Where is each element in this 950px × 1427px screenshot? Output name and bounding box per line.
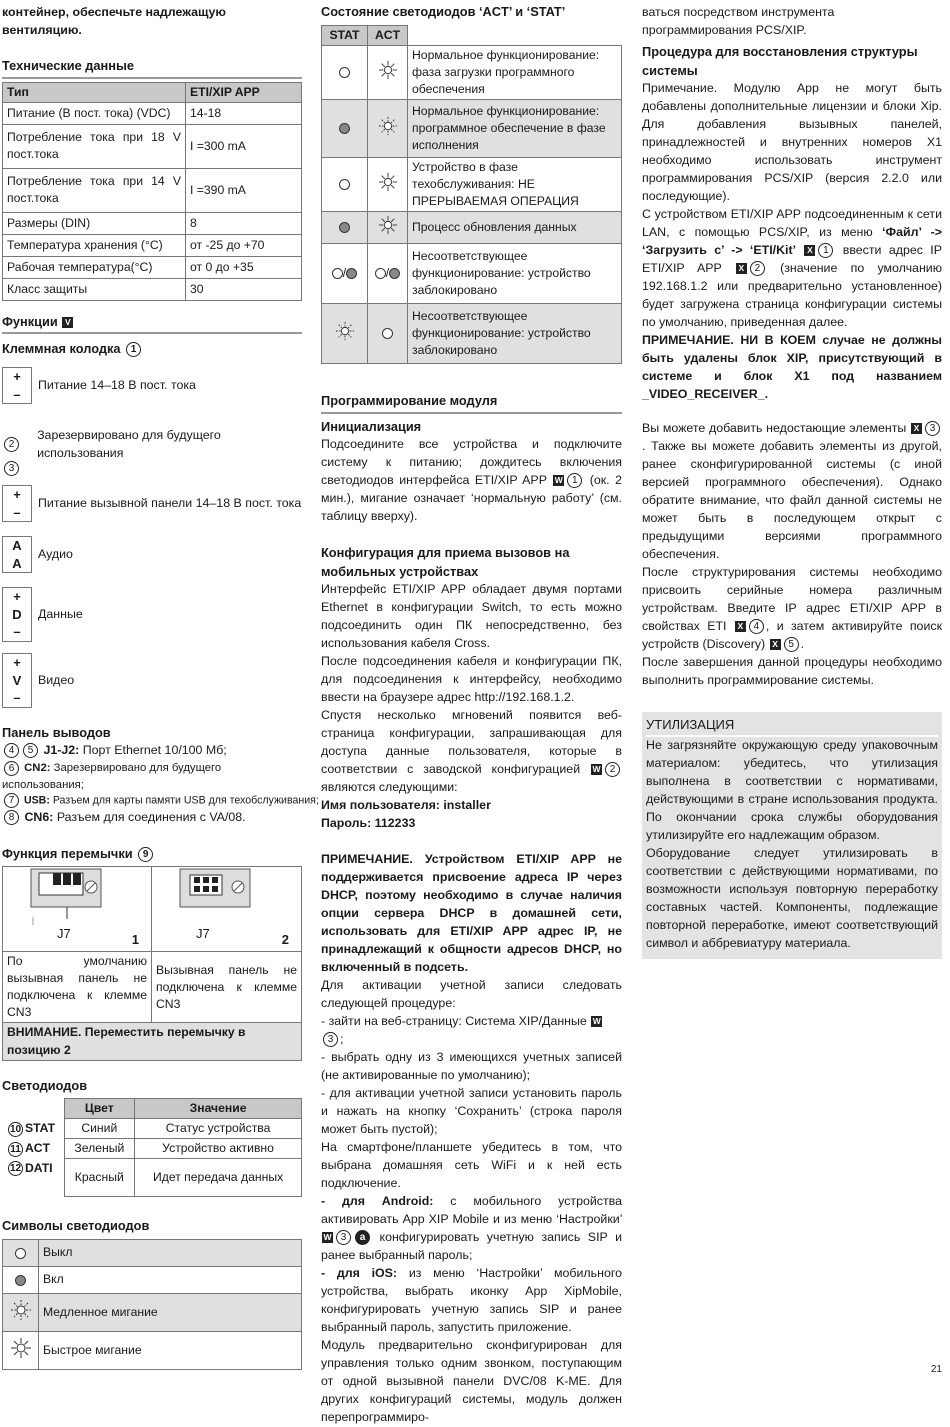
terminal-label: Видео xyxy=(38,672,75,687)
led-off-icon xyxy=(382,328,393,339)
stat-cell xyxy=(322,212,368,244)
led-off-icon xyxy=(339,179,350,190)
terminal-pin-num xyxy=(2,436,31,454)
output-key: J1-J2: xyxy=(43,743,80,758)
led-off-icon xyxy=(15,1248,26,1259)
pin: + xyxy=(13,589,21,605)
figure-w-icon: W xyxy=(554,475,563,486)
activate-paragraph: Для активации учетной записи следовать следующей процедуре: xyxy=(321,977,622,1010)
jumper-pos2-drawing xyxy=(152,867,300,927)
act-cell xyxy=(368,157,408,211)
terminal-row xyxy=(2,480,302,528)
functions-title-text: Функции xyxy=(2,313,58,329)
jumper-position-num: 1 xyxy=(131,932,139,948)
state-description: Несоответствующее функционирование: устройство заблокировано xyxy=(408,304,622,364)
jumper-title-text: Функция перемычки xyxy=(2,845,133,861)
callout-7-icon: 7 xyxy=(4,793,19,808)
stat-cell xyxy=(322,157,368,211)
fast-blink-icon xyxy=(10,1337,32,1359)
terminal-pins xyxy=(2,536,32,573)
output-item xyxy=(2,793,319,809)
p2-text-c: (значение по умолчанию 192.168.1.2 или предварительно установленное) будет загружена страница конфигурации системы по умолчанию, приведенная далее. xyxy=(642,260,942,329)
symbol-label: Быстрое мигание xyxy=(39,1331,302,1369)
terminal-label: Данные xyxy=(38,606,83,621)
terminal-pins xyxy=(2,485,32,522)
led-color: Синий xyxy=(64,1119,135,1139)
terminal-row xyxy=(2,584,302,646)
terminal-row xyxy=(2,650,302,712)
stat-cell xyxy=(322,99,368,157)
symbol-icon-cell xyxy=(3,1331,39,1369)
tech-cell: 8 xyxy=(186,212,302,234)
callout-4-icon: 4 xyxy=(749,619,764,634)
jumper-warning: ВНИМАНИЕ. Переместить перемычку в позицию 2 xyxy=(3,1023,302,1060)
jumper-position-num: 2 xyxy=(281,932,289,948)
callout-12-icon: 12 xyxy=(9,1163,22,1175)
terminal-row xyxy=(2,427,302,460)
state-description: Нормальное функционирование: фаза загрузки программного обеспечения xyxy=(408,45,622,99)
terminal-row xyxy=(2,362,302,410)
terminal-title-text: Клеммная колодка xyxy=(2,341,121,357)
mobile-text-a: Спустя несколько мгновений появится веб-страница конфигурации, запрашивающая для доступа данные пользователя, которые в соответствии с заводской конфигурацией xyxy=(321,708,622,777)
module-paragraph: Модуль предварительно сконфигурирован для управления только одним звонком, поступающим от одной вызывной панели DVC/08 K-ME. Для других конфигураций системы, модуль должен перепрограммиро- xyxy=(321,1337,622,1424)
symbol-label: Выкл xyxy=(39,1239,302,1266)
pin: D xyxy=(12,606,22,622)
leds-header-blank xyxy=(2,1099,64,1119)
final-paragraph: После завершения данной процедуры необходимо выполнить программирование системы. xyxy=(642,654,942,687)
figure-v-icon: V xyxy=(62,317,73,328)
pin: – xyxy=(13,624,21,640)
column-middle xyxy=(321,4,622,1427)
pin: + xyxy=(13,655,21,671)
restore-title: Процедура для восстановления структуры системы xyxy=(642,43,918,78)
ios-key: - для iOS: xyxy=(321,1265,398,1280)
tech-cell: 14-18 xyxy=(186,102,302,124)
pin: – xyxy=(13,386,21,402)
act-cell: / xyxy=(368,244,408,304)
output-text: Разъем для карты памяти USB для техобслуживания; xyxy=(52,794,319,807)
jumper-diagram-2 xyxy=(152,867,302,952)
terminal-label: Питание 14–18 В пост. тока xyxy=(38,377,196,392)
tech-header-type: Тип xyxy=(3,82,186,102)
terminal-pin-num xyxy=(2,460,32,478)
led-on-icon xyxy=(339,222,350,233)
led-off-icon xyxy=(339,67,350,78)
symbol-icon-cell xyxy=(3,1239,39,1266)
output-key: CN6: xyxy=(24,809,54,824)
tech-cell: I =300 mA xyxy=(186,124,302,168)
step-1-text: - зайти на веб-страницу: Система XIP/Данные xyxy=(321,1013,587,1028)
terminal-pins xyxy=(2,653,32,708)
tech-cell: Класс защиты xyxy=(3,278,186,300)
state-header-blank xyxy=(408,25,622,45)
mobile-title: Конфигурация для приема вызовов на мобильных устройствах xyxy=(321,545,570,579)
jumper-text: Вызывная панель не подключена к клемме CN3 xyxy=(152,952,302,1023)
symbol-icon-cell xyxy=(3,1293,39,1331)
disposal-paragraph: Оборудование следует утилизировать в соответствии с действующими нормативами, по возможности используя повторную переработку составных частей. Компоненты, подлежащие повторной переработке, имеют соответствующий символ и аббревиатуру материала. xyxy=(646,846,938,951)
terminal-label: Зарезервировано для будущего использования xyxy=(37,427,221,460)
ios-paragraph xyxy=(321,1265,622,1337)
xip-note: ПРИМЕЧАНИЕ. НИ В КОЕМ случае не должны быть удалены блок XIP, присутствующий в системе и блок X1 под названием _VIDEO_RECEIVER_. xyxy=(642,332,942,401)
fast-blink-icon xyxy=(378,60,398,80)
pin: A xyxy=(12,538,22,554)
slow-blink-icon xyxy=(378,116,398,136)
symbols-table xyxy=(2,1239,302,1370)
tech-cell: от 0 до +35 xyxy=(186,256,302,278)
callout-4-icon: 4 xyxy=(4,743,19,758)
callout-3-icon: 3 xyxy=(336,1230,351,1245)
jumper-diagram-1 xyxy=(3,867,152,952)
led-on-icon xyxy=(15,1275,26,1286)
terminal-label: Питание вызывной панели 14–18 В пост. тока xyxy=(38,495,302,510)
p4-text-c: . xyxy=(800,636,805,651)
p2-text-a: С устройством ETI/XIP APP подсоединенным к сети LAN, с помощью PCS/XIP, из меню xyxy=(642,206,942,239)
init-title: Инициализация xyxy=(321,418,422,434)
tech-cell: Потребление тока при 14 V пост.тока xyxy=(3,168,186,212)
led-meaning: Статус устройства xyxy=(135,1119,302,1139)
figure-x-icon: X xyxy=(736,263,747,274)
android-text-b: конфигурировать учетную запись SIP и ранее выбранный пароль; xyxy=(321,1229,622,1262)
callout-2-icon: 2 xyxy=(605,762,620,777)
callout-6-icon: 6 xyxy=(4,761,19,776)
state-header-stat: STAT xyxy=(322,25,368,45)
leds-header-color: Цвет xyxy=(64,1099,135,1119)
fast-blink-icon xyxy=(378,172,398,192)
led-name-cell xyxy=(2,1119,64,1139)
tech-cell: Размеры (DIN) xyxy=(3,212,186,234)
terminal-label: Аудио xyxy=(38,546,73,561)
figure-w-icon: W xyxy=(323,1231,332,1242)
tech-cell: 30 xyxy=(186,278,302,300)
ios-text: из меню ‘Настройки’ мобильного устройства, выбрать иконку App XipMobile, конфигурировать учетную запись SIP и ранее выбранный пароль, запустить приложение. xyxy=(321,1265,622,1334)
android-text-a: с мобильного устройства активировать App XIP Mobile и из меню ‘Настройки’ xyxy=(321,1193,622,1226)
disposal-paragraph: Не загрязняйте окружающую среду упаковочным материалом: убедитесь, что утилизация выполнена в соответствии с нормативами, действующими в стране использования продукта. По окончании срока службы оборудования утилизируйте его надлежащим образом. xyxy=(646,738,938,843)
pin: – xyxy=(13,690,21,706)
leds-table xyxy=(2,1098,302,1197)
output-key: CN2: xyxy=(24,762,51,775)
output-text: Зарезервировано для будущего использования; xyxy=(2,762,222,791)
disposal-title: УТИЛИЗАЦИЯ xyxy=(646,716,938,738)
tech-header-model: ETI/XIP APP xyxy=(186,82,302,102)
init-text-b: (ок. 2 мин.), мигание означает ‘нормальную работу’ (см. таблицу вверху). xyxy=(321,473,622,524)
restore-paragraph-2 xyxy=(642,206,942,332)
led-name-cell xyxy=(2,1139,64,1159)
callout-8-icon: 8 xyxy=(4,810,19,825)
state-description: Устройство в фазе техобслуживания: НЕ ПРЕРЫВАЕМАЯ ОПЕРАЦИЯ xyxy=(408,157,622,211)
pin: V xyxy=(12,672,22,688)
led-state-table xyxy=(321,25,622,365)
p4-text-b: , и затем активируйте поиск устройств (Discovery) xyxy=(642,618,942,651)
terminal-pins xyxy=(2,367,32,404)
init-text-a: Подсоедините все устройства и подключите систему к питанию; дождитесь включения светодиодов интерфейса ETI/XIP APP xyxy=(321,437,622,488)
slow-blink-icon xyxy=(335,321,355,341)
output-text: Разъем для соединения с VA/08. xyxy=(56,809,246,824)
figure-w-icon: W xyxy=(592,1016,601,1027)
mobile-paragraph: После подсоединения кабеля и конфигурации ПК, для подсоединения к интерфейсу, необходимо ввести на браузере адрес http://192.168.1.2. xyxy=(321,654,622,705)
jumper-pos1-drawing xyxy=(3,867,151,927)
symbol-icon-cell xyxy=(3,1266,39,1293)
tech-cell: Потребление тока при 18 V пост.тока xyxy=(3,124,186,168)
led-on-icon xyxy=(339,123,350,134)
callout-10-icon: 10 xyxy=(9,1123,22,1135)
mobile-paragraph: Интерфейс ETI/XIP APP обладает двумя портами Ethernet в конфигурации Switch, то есть можно подсоединить один ПК непосредственно, без использования кабеля Cross. xyxy=(321,582,622,651)
led-name: STAT xyxy=(25,1121,56,1136)
slow-blink-icon xyxy=(10,1299,32,1321)
leds-header-value: Значение xyxy=(135,1099,302,1119)
led-off-icon xyxy=(375,268,386,279)
output-item xyxy=(2,809,302,827)
symbols-title: Символы светодиодов xyxy=(2,1218,150,1234)
output-item xyxy=(2,760,302,793)
led-off-icon xyxy=(332,268,343,279)
led-meaning: Устройство активно xyxy=(135,1139,302,1159)
callout-1-icon: 1 xyxy=(818,243,833,258)
callout-a-icon: a xyxy=(355,1230,370,1245)
state-description: Процесс обновления данных xyxy=(408,212,622,244)
callout-5-icon: 5 xyxy=(23,743,38,758)
outputs-title: Панель выводов xyxy=(2,724,111,740)
terminal-block xyxy=(2,362,302,712)
p4-text-a: После структурирования системы необходимо присвоить серийные номера различным устройствам. Введите IP адрес ETI/XIP APP в свойствах ETI xyxy=(642,564,942,633)
state-header-act: ACT xyxy=(368,25,408,45)
smartphone-paragraph: На смартфоне/планшете убедитесь в том, что выбрана домашняя сеть WiFi и к ней есть подключение. xyxy=(321,1139,622,1190)
led-color: Красный xyxy=(64,1159,135,1197)
stat-cell: / xyxy=(322,244,368,304)
callout-2-icon: 2 xyxy=(750,261,765,276)
column-right xyxy=(642,4,942,959)
init-text xyxy=(321,436,622,526)
menu-path: ‘Файл’ -> ‘Загрузить с’ -> ‘ETI/Kit’ xyxy=(642,224,942,257)
callout-5-icon: 5 xyxy=(784,637,799,652)
column-left xyxy=(2,4,319,1370)
continued-paragraph: ваться посредством инструмента программирования PCS/XIP. xyxy=(642,5,835,37)
disposal-box xyxy=(642,712,942,960)
act-cell xyxy=(368,45,408,99)
p3-text-a: Вы можете добавить недостающие элементы xyxy=(642,420,907,435)
terminal-title xyxy=(2,340,302,359)
figure-x-icon: X xyxy=(735,621,746,632)
tech-data-title: Технические данные xyxy=(2,57,302,79)
led-name: DATI xyxy=(25,1160,53,1175)
output-item xyxy=(2,742,302,760)
jumper-label: J7 xyxy=(57,926,71,942)
tech-cell: Рабочая температура(°C) xyxy=(3,256,186,278)
led-on-icon xyxy=(389,268,400,279)
callout-3-icon: 3 xyxy=(925,421,940,436)
pin: + xyxy=(13,487,21,503)
p3-text-b: . Также вы можете добавить элементы из другой, ранее сконфигурированной системы (с иной версией программного обеспечения). Однако обратите внимание, что файл данной системы не может быть в последующем открыт с предыдущими версиями программного обеспечения. xyxy=(642,438,942,561)
led-on-icon xyxy=(346,268,357,279)
jumper-title xyxy=(2,845,302,864)
pin: + xyxy=(13,369,21,385)
state-description: Нормальное функционирование: программное обеспечение в фазе исполнения xyxy=(408,99,622,157)
step-1 xyxy=(321,1013,622,1049)
led-state-title: Состояние светодиодов ‘ACT’ и ‘STAT’ xyxy=(321,4,566,19)
tech-cell: Питание (В пост. тока) (VDC) xyxy=(3,102,186,124)
stat-cell xyxy=(322,304,368,364)
state-description: Несоответствующее функционирование: устройство заблокировано xyxy=(408,244,622,304)
output-text: Порт Ethernet 10/100 Мб; xyxy=(82,743,227,758)
callout-1-icon: 1 xyxy=(567,473,582,488)
callout-3-icon: 3 xyxy=(323,1032,338,1047)
callout-9-icon: 9 xyxy=(138,847,153,862)
android-paragraph xyxy=(321,1193,622,1265)
top-line: контейнер, обеспечьте надлежащую вентиляцию. xyxy=(2,5,226,37)
symbol-label: Вкл xyxy=(39,1266,302,1293)
callout-11-icon: 11 xyxy=(8,1142,23,1157)
default-username: Имя пользователя: installer xyxy=(321,798,491,813)
restore-paragraph: Примечание. Модулю App не могут быть добавлены дополнительные лицензии и блоки Xip. Для добавления вызывных панелей, принадлежностей и внутренних номеров X1 необходимо использовать инструмент программирования PCS/XIP (версия 2.2.0 или последующие). xyxy=(642,81,942,203)
page-number: 21 xyxy=(930,1363,942,1375)
terminal-pins xyxy=(2,587,32,642)
figure-x-icon: X xyxy=(911,423,922,434)
step-2: - выбрать одну из 3 имеющихся учетных записей (не активированные по умолчанию); xyxy=(321,1049,622,1082)
output-key: USB: xyxy=(23,794,50,807)
led-color: Зеленый xyxy=(64,1139,135,1159)
dhcp-note: ПРИМЕЧАНИЕ. Устройством ETI/XIP APP не поддерживается присвоение адреса IP через DHCP, поэтому необходимо в случае наличия опции сервера DHCP в домашней сети, использовать для ETI/XIP APP адрес IP, не принадлежащий к общности адресов DHCP, но включенный в подсеть. xyxy=(321,852,622,974)
callout-3-icon: 3 xyxy=(4,461,19,476)
act-cell xyxy=(368,304,408,364)
stat-cell xyxy=(322,45,368,99)
callout-1-icon: 1 xyxy=(126,342,141,357)
figure-x-icon: X xyxy=(804,245,815,256)
mobile-text-b: являются следующими: xyxy=(321,780,458,795)
pin: A xyxy=(12,555,22,571)
step-1-end: ; xyxy=(340,1031,344,1046)
callout-2-icon: 2 xyxy=(4,437,19,452)
tech-cell: I =390 mA xyxy=(186,168,302,212)
functions-title xyxy=(2,313,302,335)
step-3: - для активации учетной записи установить пароль и нажать на кнопку ‘Сохранить’ (строка пароля может быть пустой); xyxy=(321,1085,622,1136)
mobile-paragraph xyxy=(321,707,622,797)
led-name: ACT xyxy=(25,1141,51,1156)
tech-cell: от -25 до +70 xyxy=(186,234,302,256)
tech-cell: Температура хранения (°C) xyxy=(3,234,186,256)
p2-text-b: ввести адрес IP ETI/XIP APP xyxy=(642,242,942,275)
default-password: Пароль: 112233 xyxy=(321,816,416,831)
act-cell xyxy=(368,99,408,157)
jumper-label: J7 xyxy=(196,926,210,942)
leds-title: Светодиодов xyxy=(2,1077,88,1093)
symbol-label: Медленное мигание xyxy=(39,1293,302,1331)
serials-paragraph xyxy=(642,564,942,654)
jumper-table xyxy=(2,866,302,1060)
terminal-row xyxy=(2,530,302,580)
tech-data-table xyxy=(2,82,302,301)
led-meaning: Идет передача данных xyxy=(135,1159,302,1197)
led-name-cell xyxy=(2,1159,64,1197)
fast-blink-icon xyxy=(378,215,398,235)
figure-w-icon: W xyxy=(592,764,601,775)
pin: – xyxy=(13,504,21,520)
jumper-text: По умолчанию вызывная панель не подключена к клемме CN3 xyxy=(3,952,152,1023)
figure-x-icon: X xyxy=(770,639,781,650)
outputs-list xyxy=(2,742,319,826)
act-cell xyxy=(368,212,408,244)
add-elements-paragraph xyxy=(642,420,942,564)
android-key: - для Android: xyxy=(321,1193,434,1208)
prog-title: Программирование модуля xyxy=(321,392,622,414)
